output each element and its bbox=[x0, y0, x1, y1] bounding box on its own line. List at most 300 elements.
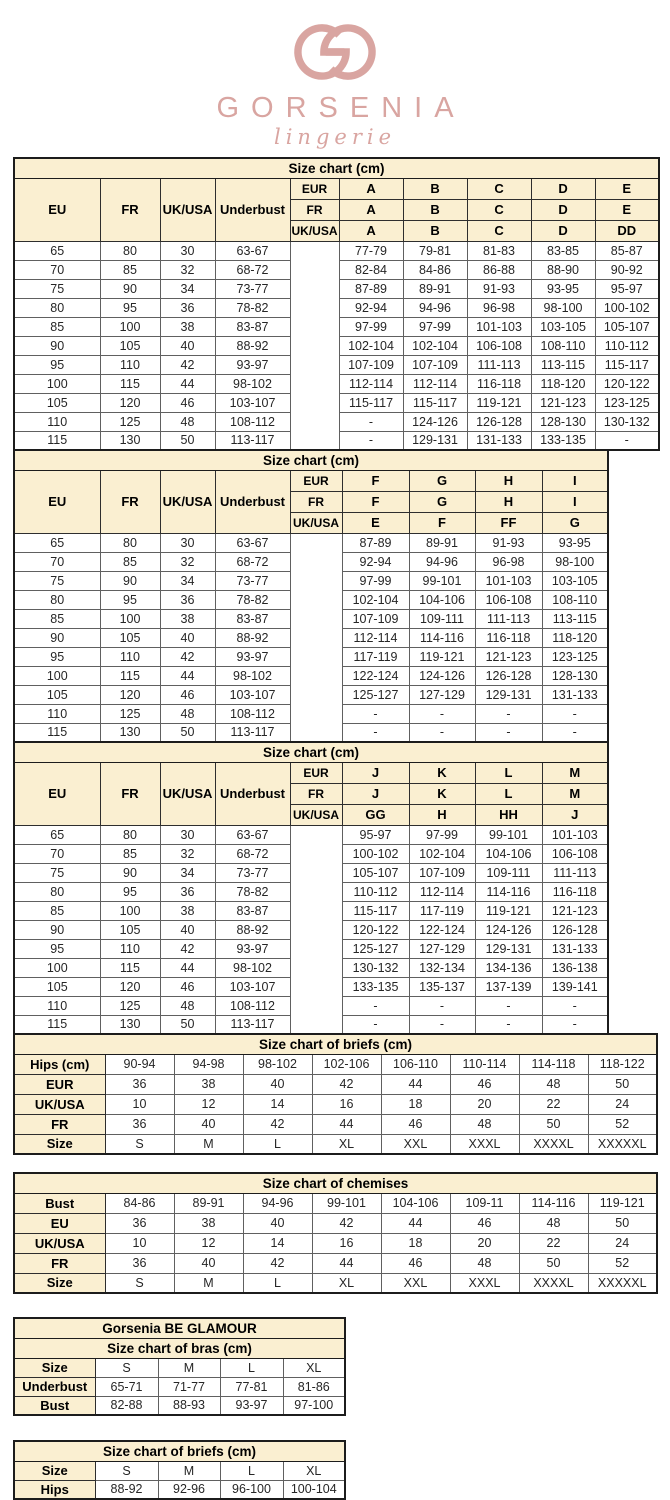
cell: 93-95 bbox=[531, 279, 595, 298]
table-title: Size chart of briefs (cm) bbox=[14, 1441, 345, 1461]
cell: 83-87 bbox=[215, 609, 290, 628]
cell: 44 bbox=[381, 1213, 450, 1233]
cell: 95-97 bbox=[342, 825, 409, 844]
column-header: UK/USA bbox=[160, 178, 215, 241]
table-row bbox=[14, 1233, 657, 1253]
cell: 32 bbox=[160, 552, 215, 571]
table-row bbox=[14, 1114, 657, 1134]
cell: - bbox=[409, 1015, 475, 1034]
table-row bbox=[14, 1377, 345, 1396]
cell: 110-112 bbox=[595, 336, 659, 355]
cell: 124-126 bbox=[409, 666, 475, 685]
cell: 40 bbox=[160, 920, 215, 939]
cell: 46 bbox=[160, 393, 215, 412]
cell: 70 bbox=[14, 552, 100, 571]
cell: L bbox=[220, 1461, 283, 1480]
cell: 102-104 bbox=[409, 844, 475, 863]
spacer-cell bbox=[290, 882, 342, 901]
cell: 50 bbox=[519, 1253, 588, 1273]
cup-size-header: H bbox=[475, 491, 542, 512]
cup-system-label: UK/USA bbox=[290, 804, 342, 825]
cell: 52 bbox=[588, 1253, 657, 1273]
cell: 75 bbox=[14, 863, 100, 882]
table-row bbox=[14, 412, 659, 431]
cell: - bbox=[542, 704, 608, 723]
table-row bbox=[14, 996, 608, 1015]
cell: S bbox=[105, 1273, 174, 1293]
spacer-cell bbox=[290, 704, 342, 723]
cell: 87-89 bbox=[342, 533, 409, 552]
cell: 80 bbox=[14, 882, 100, 901]
cell: 73-77 bbox=[215, 571, 290, 590]
cell: - bbox=[542, 1015, 608, 1034]
cell: 80 bbox=[100, 825, 160, 844]
table-row bbox=[14, 666, 608, 685]
cup-size-header: B bbox=[403, 199, 467, 220]
spacer-cell bbox=[290, 920, 342, 939]
cell: 30 bbox=[160, 241, 215, 260]
column-header: Underbust bbox=[215, 762, 290, 825]
cell: 98-102 bbox=[243, 1054, 312, 1074]
spacer-cell bbox=[290, 628, 342, 647]
cup-size-header: A bbox=[339, 220, 403, 241]
table-row bbox=[14, 431, 659, 450]
spacer-cell bbox=[290, 552, 342, 571]
cell: 111-113 bbox=[475, 609, 542, 628]
table-title-row bbox=[14, 158, 659, 178]
cell: 80 bbox=[14, 298, 100, 317]
cell: 85 bbox=[100, 552, 160, 571]
table-row bbox=[14, 882, 608, 901]
cell: 115-117 bbox=[339, 393, 403, 412]
cell: 20 bbox=[450, 1094, 519, 1114]
cell: L bbox=[243, 1273, 312, 1293]
cell: 85 bbox=[14, 609, 100, 628]
cell: 98-100 bbox=[531, 298, 595, 317]
row-header: EU bbox=[14, 1213, 105, 1233]
cell: - bbox=[475, 996, 542, 1015]
spacer-cell bbox=[290, 996, 342, 1015]
table-title: Size chart of briefs (cm) bbox=[14, 1034, 657, 1054]
cell: 97-100 bbox=[283, 1396, 345, 1415]
cell: 90-92 bbox=[595, 260, 659, 279]
cup-size-header: G bbox=[409, 470, 475, 491]
cell: 105-107 bbox=[595, 317, 659, 336]
cell: 16 bbox=[312, 1233, 381, 1253]
spacer-cell bbox=[290, 723, 342, 742]
row-header: Size bbox=[14, 1273, 105, 1293]
cell: 105 bbox=[100, 628, 160, 647]
spacer-cell bbox=[290, 1015, 342, 1034]
cup-size-header: G bbox=[542, 512, 608, 533]
cell: 116-118 bbox=[542, 882, 608, 901]
cell: 20 bbox=[450, 1233, 519, 1253]
cell: 111-113 bbox=[542, 863, 608, 882]
row-header: Hips (cm) bbox=[14, 1054, 105, 1074]
spacer-cell bbox=[290, 825, 342, 844]
cell: 120-122 bbox=[342, 920, 409, 939]
cell: 126-128 bbox=[467, 412, 531, 431]
cell: 88-92 bbox=[95, 1480, 158, 1499]
cell: 46 bbox=[450, 1074, 519, 1094]
cell: 107-109 bbox=[409, 863, 475, 882]
cup-size-header: D bbox=[531, 178, 595, 199]
cell: 96-100 bbox=[220, 1480, 283, 1499]
cell: 42 bbox=[243, 1253, 312, 1273]
cell: 123-125 bbox=[542, 647, 608, 666]
cell: 75 bbox=[14, 571, 100, 590]
cell: 109-111 bbox=[475, 863, 542, 882]
table-row bbox=[14, 533, 608, 552]
cell: 133-135 bbox=[342, 977, 409, 996]
cup-header-row bbox=[14, 762, 608, 783]
cell: XXL bbox=[381, 1273, 450, 1293]
cell: 81-86 bbox=[283, 1377, 345, 1396]
cell: 93-97 bbox=[220, 1396, 283, 1415]
bra-size-chart-table bbox=[13, 157, 660, 451]
cell: 115-117 bbox=[403, 393, 467, 412]
cell: 130 bbox=[100, 431, 160, 450]
cell: 110 bbox=[14, 412, 100, 431]
cell: 78-82 bbox=[215, 298, 290, 317]
cup-size-header: A bbox=[339, 199, 403, 220]
cell: 38 bbox=[160, 901, 215, 920]
cell: 115 bbox=[100, 958, 160, 977]
cell: 24 bbox=[588, 1094, 657, 1114]
column-header: UK/USA bbox=[160, 470, 215, 533]
row-header: Size bbox=[14, 1461, 95, 1480]
table-row bbox=[14, 552, 608, 571]
spacer-cell bbox=[290, 647, 342, 666]
cell: 114-116 bbox=[475, 882, 542, 901]
table-title-row bbox=[14, 1441, 345, 1461]
cell: - bbox=[409, 704, 475, 723]
cell: 34 bbox=[160, 863, 215, 882]
cup-size-header: GG bbox=[342, 804, 409, 825]
cell: 22 bbox=[519, 1094, 588, 1114]
cell: 130 bbox=[100, 723, 160, 742]
cell: 110 bbox=[14, 704, 100, 723]
cell: 48 bbox=[450, 1253, 519, 1273]
cell: 68-72 bbox=[215, 552, 290, 571]
cup-size-header: DD bbox=[595, 220, 659, 241]
spacer-cell bbox=[290, 590, 342, 609]
cell: 50 bbox=[588, 1213, 657, 1233]
cell: 92-94 bbox=[342, 552, 409, 571]
cell: 115 bbox=[14, 431, 100, 450]
cell: 95 bbox=[14, 939, 100, 958]
cell: 32 bbox=[160, 844, 215, 863]
cell: 100 bbox=[14, 666, 100, 685]
cell: 108-112 bbox=[215, 996, 290, 1015]
cell: 128-130 bbox=[542, 666, 608, 685]
column-header: UK/USA bbox=[160, 762, 215, 825]
cell: 38 bbox=[160, 317, 215, 336]
bra-size-chart-table bbox=[13, 741, 609, 1035]
cell: 110-112 bbox=[342, 882, 409, 901]
cell: 121-123 bbox=[542, 901, 608, 920]
cell: 91-93 bbox=[475, 533, 542, 552]
cell: 109-111 bbox=[409, 609, 475, 628]
cell: 94-96 bbox=[409, 552, 475, 571]
cell: 102-104 bbox=[403, 336, 467, 355]
cell: 118-122 bbox=[588, 1054, 657, 1074]
cell: 97-99 bbox=[342, 571, 409, 590]
cell: 30 bbox=[160, 825, 215, 844]
cell: M bbox=[174, 1273, 243, 1293]
cell: 98-100 bbox=[542, 552, 608, 571]
cup-size-header: M bbox=[542, 762, 608, 783]
cup-system-label: FR bbox=[290, 783, 342, 804]
table-row bbox=[14, 1358, 345, 1377]
brand-tagline: lingerie bbox=[273, 125, 396, 149]
cell: 36 bbox=[105, 1253, 174, 1273]
spacer-cell bbox=[290, 279, 339, 298]
cell: 115-117 bbox=[595, 355, 659, 374]
table-row bbox=[14, 279, 659, 298]
cell: 95 bbox=[100, 882, 160, 901]
cup-system-label: EUR bbox=[290, 762, 342, 783]
cup-size-header: F bbox=[342, 491, 409, 512]
spacer-cell bbox=[290, 844, 342, 863]
spacer-cell bbox=[290, 260, 339, 279]
brand-logo bbox=[0, 0, 670, 149]
cell: 10 bbox=[105, 1233, 174, 1253]
cell: 85 bbox=[100, 260, 160, 279]
cell: 34 bbox=[160, 571, 215, 590]
cell: 14 bbox=[243, 1233, 312, 1253]
cell: 63-67 bbox=[215, 825, 290, 844]
spacer-cell bbox=[290, 336, 339, 355]
row-header: FR bbox=[14, 1114, 105, 1134]
cup-size-header: A bbox=[339, 178, 403, 199]
cell: 90-94 bbox=[105, 1054, 174, 1074]
row-header: Underbust bbox=[14, 1377, 95, 1396]
cell: XXXXL bbox=[519, 1273, 588, 1293]
cell: 50 bbox=[160, 723, 215, 742]
cell: 112-114 bbox=[342, 628, 409, 647]
cup-size-header: L bbox=[475, 783, 542, 804]
cell: 36 bbox=[105, 1213, 174, 1233]
cell: 63-67 bbox=[215, 241, 290, 260]
cell: 105 bbox=[14, 393, 100, 412]
cell: 108-112 bbox=[215, 704, 290, 723]
cell: 130 bbox=[100, 1015, 160, 1034]
cell: 114-116 bbox=[519, 1193, 588, 1213]
cell: 115 bbox=[14, 1015, 100, 1034]
cup-size-header: F bbox=[342, 470, 409, 491]
cell: 50 bbox=[160, 1015, 215, 1034]
spacer-cell bbox=[290, 977, 342, 996]
cell: 100 bbox=[14, 374, 100, 393]
cup-system-label: EUR bbox=[290, 470, 342, 491]
cell: 111-113 bbox=[467, 355, 531, 374]
cell: XL bbox=[312, 1134, 381, 1154]
cell: 42 bbox=[160, 355, 215, 374]
cell: 22 bbox=[519, 1233, 588, 1253]
cell: 129-131 bbox=[403, 431, 467, 450]
cell: 73-77 bbox=[215, 279, 290, 298]
cell: 102-106 bbox=[312, 1054, 381, 1074]
cell: XXXL bbox=[450, 1273, 519, 1293]
cell: 50 bbox=[519, 1114, 588, 1134]
table-title: Size chart (cm) bbox=[14, 158, 659, 178]
cell: 100-102 bbox=[342, 844, 409, 863]
cup-size-header: J bbox=[342, 783, 409, 804]
cell: 75 bbox=[14, 279, 100, 298]
cell: 109-11 bbox=[450, 1193, 519, 1213]
cell: 88-90 bbox=[531, 260, 595, 279]
cell: 124-126 bbox=[475, 920, 542, 939]
cell: 127-129 bbox=[409, 685, 475, 704]
cell: 120 bbox=[100, 393, 160, 412]
cup-size-header: B bbox=[403, 220, 467, 241]
cell: 42 bbox=[160, 647, 215, 666]
spacer-cell bbox=[290, 666, 342, 685]
cell: 85 bbox=[14, 317, 100, 336]
cell: 34 bbox=[160, 279, 215, 298]
cell: 90 bbox=[100, 571, 160, 590]
cell: 121-123 bbox=[475, 647, 542, 666]
cell: 113-117 bbox=[215, 1015, 290, 1034]
cup-system-label: FR bbox=[290, 199, 339, 220]
cell: 113-117 bbox=[215, 431, 290, 450]
table-title: Size chart of chemises bbox=[14, 1173, 657, 1193]
cell: 85-87 bbox=[595, 241, 659, 260]
cup-size-header: E bbox=[342, 512, 409, 533]
table-row bbox=[14, 298, 659, 317]
cell: 98-102 bbox=[215, 666, 290, 685]
cell: 110 bbox=[100, 647, 160, 666]
cup-size-header: C bbox=[467, 220, 531, 241]
cell: 100-104 bbox=[283, 1480, 345, 1499]
cell: 36 bbox=[160, 590, 215, 609]
cell: 99-101 bbox=[475, 825, 542, 844]
cell: - bbox=[339, 431, 403, 450]
cell: 71-77 bbox=[158, 1377, 220, 1396]
cell: 114-118 bbox=[519, 1054, 588, 1074]
cell: 48 bbox=[519, 1074, 588, 1094]
cell: XL bbox=[312, 1273, 381, 1293]
table-row bbox=[14, 825, 608, 844]
cup-size-header: H bbox=[409, 804, 475, 825]
cell: 105 bbox=[14, 977, 100, 996]
cell: 38 bbox=[174, 1213, 243, 1233]
cell: 50 bbox=[588, 1074, 657, 1094]
cell: 101-103 bbox=[542, 825, 608, 844]
cell: 88-92 bbox=[215, 920, 290, 939]
row-header: Bust bbox=[14, 1396, 95, 1415]
table-title-row bbox=[14, 450, 608, 470]
cell: 102-104 bbox=[339, 336, 403, 355]
cell: 84-86 bbox=[403, 260, 467, 279]
cell: 93-97 bbox=[215, 355, 290, 374]
cell: 115 bbox=[100, 666, 160, 685]
table-title: Size chart (cm) bbox=[14, 742, 608, 762]
table-row bbox=[14, 1074, 657, 1094]
cell: 81-83 bbox=[467, 241, 531, 260]
cell: 107-109 bbox=[342, 609, 409, 628]
cell: 106-108 bbox=[467, 336, 531, 355]
cell: 131-133 bbox=[542, 939, 608, 958]
cell: 89-91 bbox=[174, 1193, 243, 1213]
cell: 85 bbox=[14, 901, 100, 920]
cell: 101-103 bbox=[475, 571, 542, 590]
cell: 102-104 bbox=[342, 590, 409, 609]
cell: 44 bbox=[381, 1074, 450, 1094]
cell: 118-120 bbox=[542, 628, 608, 647]
table-row bbox=[14, 1461, 345, 1480]
cell: 103-107 bbox=[215, 685, 290, 704]
spacer-cell bbox=[290, 412, 339, 431]
cell: 113-115 bbox=[531, 355, 595, 374]
cell: 113-117 bbox=[215, 723, 290, 742]
cell: 94-96 bbox=[403, 298, 467, 317]
spacer-cell bbox=[290, 298, 339, 317]
cell: 70 bbox=[14, 260, 100, 279]
cell: 128-130 bbox=[531, 412, 595, 431]
cell: 129-131 bbox=[475, 685, 542, 704]
cell: - bbox=[339, 412, 403, 431]
cell: 48 bbox=[160, 412, 215, 431]
cell: XXL bbox=[381, 1134, 450, 1154]
cell: 119-121 bbox=[409, 647, 475, 666]
cup-size-header: C bbox=[467, 199, 531, 220]
cup-size-header: I bbox=[542, 491, 608, 512]
cell: 108-112 bbox=[215, 412, 290, 431]
table-title: Gorsenia BE GLAMOUR bbox=[14, 1318, 345, 1338]
row-header: EUR bbox=[14, 1074, 105, 1094]
spacer-cell bbox=[290, 939, 342, 958]
gg-monogram-icon bbox=[277, 14, 393, 90]
column-header: FR bbox=[100, 470, 160, 533]
cell: 80 bbox=[14, 590, 100, 609]
cell: 101-103 bbox=[467, 317, 531, 336]
cell: 93-97 bbox=[215, 939, 290, 958]
cell: 136-138 bbox=[542, 958, 608, 977]
cell: 10 bbox=[105, 1094, 174, 1114]
cup-size-header: B bbox=[403, 178, 467, 199]
cell: 97-99 bbox=[409, 825, 475, 844]
cell: - bbox=[409, 723, 475, 742]
cell: 108-110 bbox=[531, 336, 595, 355]
cell: 96-98 bbox=[467, 298, 531, 317]
flat-size-chart-table bbox=[13, 1033, 658, 1155]
cell: 117-119 bbox=[342, 647, 409, 666]
table-title-row bbox=[14, 1173, 657, 1193]
cell: 65 bbox=[14, 825, 100, 844]
cell: 90 bbox=[100, 863, 160, 882]
cell: 116-118 bbox=[475, 628, 542, 647]
cell: 12 bbox=[174, 1233, 243, 1253]
cell: 125 bbox=[100, 412, 160, 431]
cell: 95 bbox=[14, 355, 100, 374]
cup-size-header: K bbox=[409, 783, 475, 804]
cell: - bbox=[475, 1015, 542, 1034]
table-row bbox=[14, 1134, 657, 1154]
size-charts-section bbox=[0, 157, 670, 1500]
cell: 121-123 bbox=[531, 393, 595, 412]
cell: - bbox=[542, 723, 608, 742]
table-row bbox=[14, 939, 608, 958]
cell: 105 bbox=[100, 336, 160, 355]
cell: - bbox=[342, 996, 409, 1015]
spacer-cell bbox=[290, 374, 339, 393]
cell: S bbox=[105, 1134, 174, 1154]
spacer-cell bbox=[290, 571, 342, 590]
cell: 110 bbox=[100, 355, 160, 374]
cell: 100 bbox=[100, 901, 160, 920]
